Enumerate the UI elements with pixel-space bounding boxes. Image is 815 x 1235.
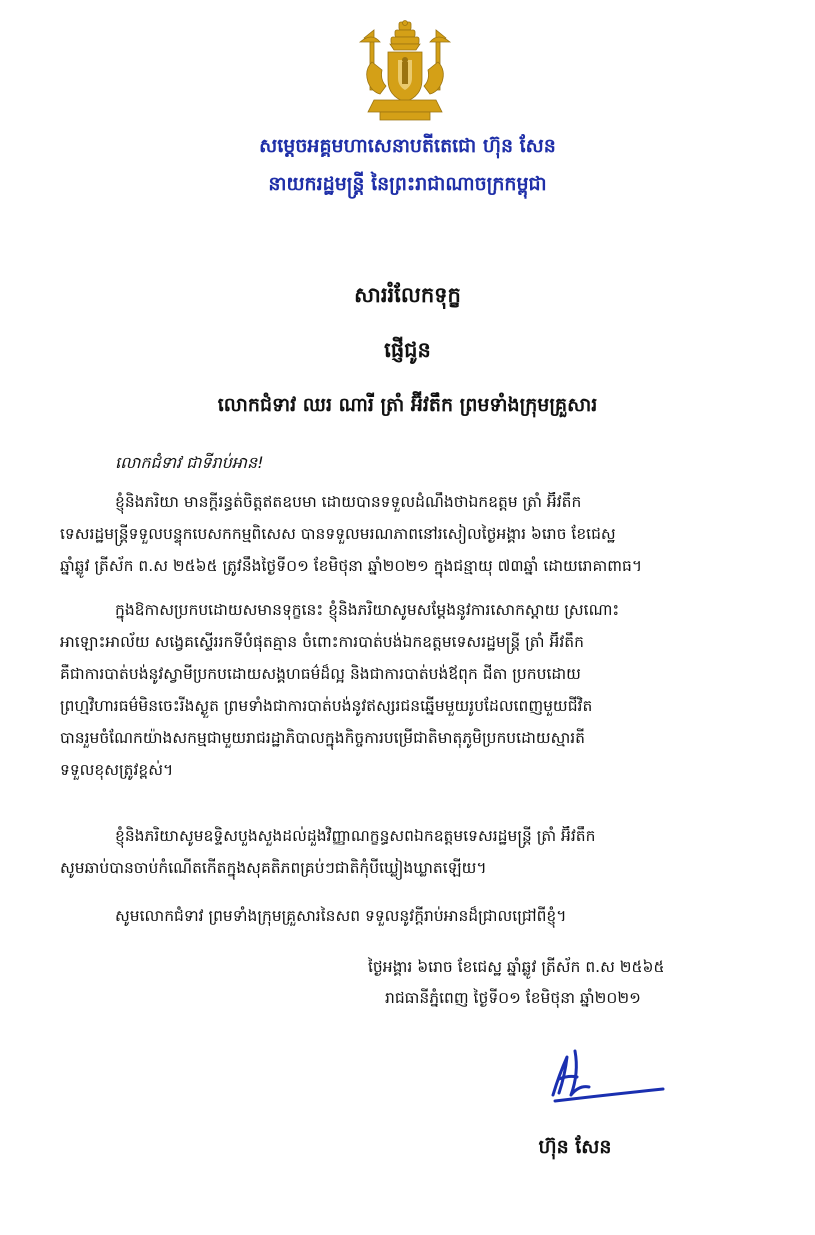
paragraph-line: ព្រហ្មវិហារធម៌មិនចេះរីងស្ងួត ព្រមទាំងជាការបាត់បង់នូវឥស្សរជនឆ្នើមមួយរូបដែលពេញមួយជីវិត [60,697,593,715]
header-subtitle: នាយករដ្ឋមន្ត្រី នៃព្រះរាជាណាចក្រកម្ពុជា [268,173,547,195]
paragraph-line: សូមឆាប់បានចាប់កំណើតកើតក្នុងសុគតិភពគ្រប់ៗជាតិកុំបីឃ្លៀងឃ្លាតឡើយ។ [60,859,487,877]
header-title: សម្តេចអគ្គមហាសេនាបតីតេជោ ហ៊ុន សែន [259,135,556,157]
royal-emblem-icon [350,20,460,125]
paragraph-line: ក្នុងឱកាសប្រកបដោយសមានទុក្ខនេះ ខ្ញុំនិងភរិយាសូមសម្តែងនូវការសោកស្តាយ ស្រណោះ [115,601,620,619]
recipient-line: លោកជំទាវ ឈរ ណារី ត្រាំ អ៊ីវតឹក ព្រមទាំងក្រុមគ្រួសារ [217,394,598,416]
salutation: លោកជំទាវ ជាទីរាប់អាន! [115,453,264,472]
signer-name: ហ៊ុន សែន [538,1136,612,1158]
paragraph-line: ទទួលខុសត្រូវខ្ពស់។ [60,761,174,779]
paragraph-line: ខ្ញុំនិងភរិយាសូមឧទ្ទិសបួងសួងដល់ដួងវិញ្ញាណក្ខន្ធសពឯកឧត្តមទេសរដ្ឋមន្ត្រី ត្រាំ អ៊ីវតឹក [115,827,596,845]
paragraph-line: បានរួមចំណែកយ៉ាងសកម្មជាមួយរាជរដ្ឋាភិបាលក្នុងកិច្ចការបម្រើជាតិមាតុភូមិប្រកបដោយស្មារតី [60,729,586,747]
paragraph-line: ទេសរដ្ឋមន្ត្រីទទួលបន្ទុកបេសកកម្មពិសេស បានទទួលមរណភាពនៅរសៀលថ្ងៃអង្គារ ៦រោច ខែជេស្ឋ [60,525,616,543]
document-title: សាររំលែកទុក្ខ [354,283,461,307]
paragraph-line: អាឡោះអាល័យ សង្វេគស្ទើររកទីបំផុតគ្មាន ចំពោះការបាត់បង់ឯកឧត្តមទេសរដ្ឋមន្ត្រី ត្រាំ អ៊ីវតឹក [60,633,584,651]
addressed-to-label: ផ្ញើជូន [384,338,431,362]
date-lunar: ថ្ងៃអង្គារ ៦រោច ខែជេស្ឋ ឆ្នាំឆ្លូវ ត្រីស័ក ព.ស ២៥៦៥ [368,958,665,976]
paragraph-line: ឆ្នាំឆ្លូវ ត្រីស័ក ព.ស ២៥៦៥ ត្រូវនឹងថ្ងៃទី០១ ខែមិថុនា ឆ្នាំ២០២១ ក្នុងជន្មាយុ ៧៣ឆ្នាំ ដោយរោគាពាធ។ [60,557,643,575]
date-gregorian: រាជធានីភ្នំពេញ ថ្ងៃទី០១ ខែមិថុនា ឆ្នាំ២០២១ [385,989,641,1007]
paragraph-line: គឺជាការបាត់បង់នូវស្វាមីប្រកបដោយសង្គហធម៌ដ៏ល្អ និងជាការបាត់បង់ឪពុក ជីតា ប្រកបដោយ [60,665,581,683]
paragraph-line: ខ្ញុំនិងភរិយា មានក្តីរន្ធត់ចិត្តឥតឧបមា ដោយបានទទួលដំណឹងថាឯកឧត្តម ត្រាំ អ៊ីវតឹក [115,493,582,511]
closing-paragraph: សូមលោកជំទាវ ព្រមទាំងក្រុមគ្រួសារនៃសព ទទួលនូវក្តីរាប់អានដ៏ជ្រាលជ្រៅពីខ្ញុំ។ [115,907,567,925]
signature-icon [545,1045,665,1115]
